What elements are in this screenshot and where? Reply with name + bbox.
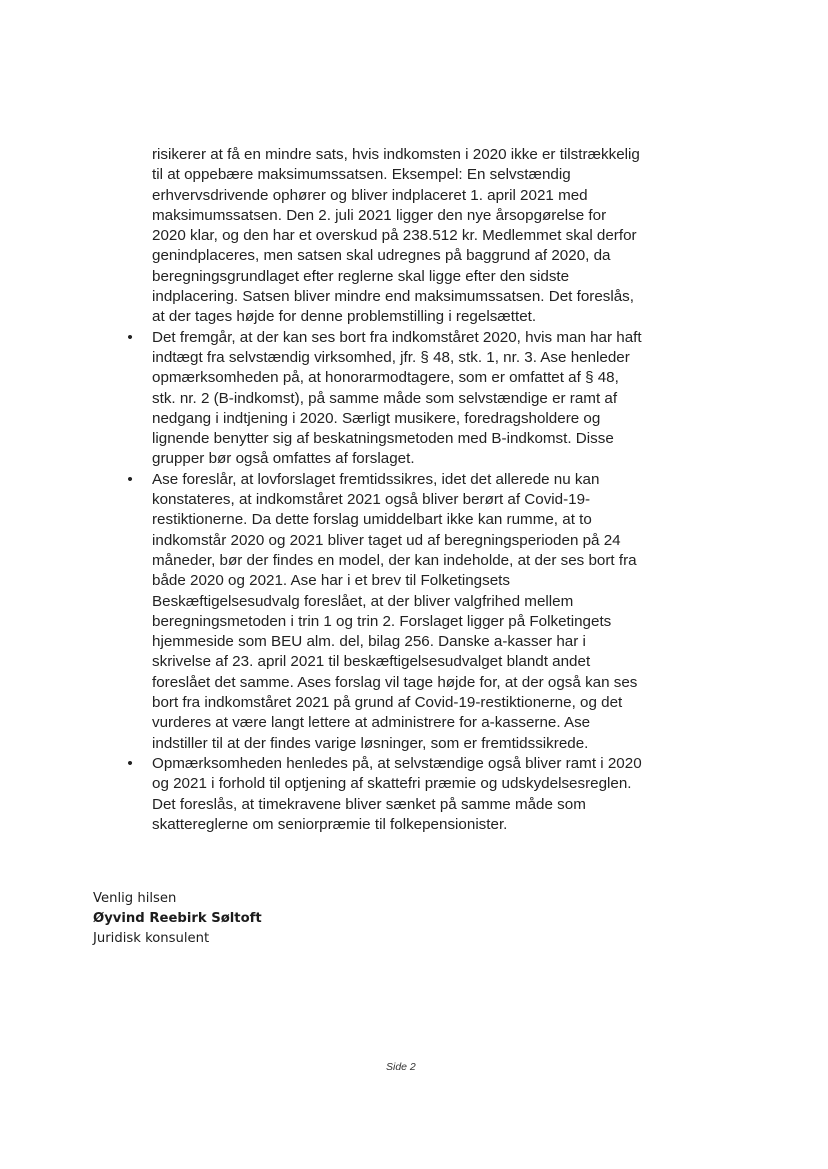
bullet-text: Opmærksomheden henledes på, at selvstændige også bliver ramt i 2020 og 2021 i forhold til optjening af skattefri præmie og udskydelsesreglen. Det foreslås, at timekravene bliver sænket på samme måde som skattereglerne om seniorpræmie til folkepensionister. (152, 754, 642, 833)
bullet-text: Ase foreslår, at lovforslaget fremtidssikres, idet det allerede nu kan konstateres, at indkomståret 2021 også bliver berørt af Covid-19-restiktionerne. Da dette forslag umiddelbart ikke kan rumme, at to indkomstår 2020 og 2021 bliver taget ud af beregningsperioden på 24 måneder, bør der findes en model, der kan indeholde, at der ses bort fra både 2020 og 2021. Ase har i et brev til Folketingsets Beskæftigelsesudvalg foreslået, at der bliver valgfrihed mellem beregningsmetoden i trin 1 og trin 2. Forslaget ligger på Folketingets hjemmeside som BEU alm. del, bilag 256. Danske a-kasser har i skrivelse af 23. april 2021 til beskæftigelsesudvalget blandt andet foreslået det samme. Ases forslag vil tage højde for, at der også kan ses bort fra indkomståret 2021 på grund af Covid-19-restiktionerne, og det vurderes at være langt lettere at administrere for a-kasserne. Ase indstiller til at der findes varige løsninger, som er fremtidssikrede. (152, 470, 638, 752)
bullet-dot-icon: • (127, 470, 133, 488)
bullet-item (127, 754, 642, 835)
closing-line: Venlig hilsen (93, 891, 177, 906)
document-body (127, 145, 642, 835)
bullet-dot-icon: • (127, 328, 133, 346)
page-number: Side 2 (386, 1061, 416, 1073)
continued-paragraph: risikerer at få en mindre sats, hvis indkomsten i 2020 ikke er tilstrækkelig til at oppebære maksimumssatsen. Eksempel: En selvstændig erhvervsdrivende ophører og bliver indplaceret 1. april 2021 med maksimumssatsen. Den 2. juli 2021 ligger den nye årsopgørelse for 2020 klar, og den har et overskud på 238.512 kr. Medlemmet skal derfor genindplaceres, men satsen skal udregnes på baggrund af 2020, da beregningsgrundlaget efter reglerne skal ligge efter den sidste indplacering. Satsen bliver mindre end maksimumssatsen. Det foreslås, at der tages højde for denne problemstilling i regelsættet. (152, 146, 640, 326)
bullet-list (127, 328, 642, 835)
signer-name: Øyvind Reebirk Søltoft (93, 911, 262, 926)
bullet-item (127, 328, 642, 470)
bullet-text: Det fremgår, at der kan ses bort fra indkomståret 2020, hvis man har haft indtægt fra selvstændig virksomhed, jfr. § 48, stk. 1, nr. 3. Ase henleder opmærksomheden på, at honorarmodtagere, som er omfattet af § 48, stk. nr. 2 (B-indkomst), på samme måde som selvstændige er ramt af nedgang i indtjening i 2020. Særligt musikere, foredragsholdere og lignende benytter sig af beskatningsmetoden med B-indkomst. Disse grupper bør også omfattes af forslaget. (152, 328, 642, 468)
signer-title: Juridisk konsulent (93, 931, 210, 946)
bullet-item (127, 470, 642, 754)
bullet-dot-icon: • (127, 754, 133, 772)
signature-block (93, 889, 262, 949)
